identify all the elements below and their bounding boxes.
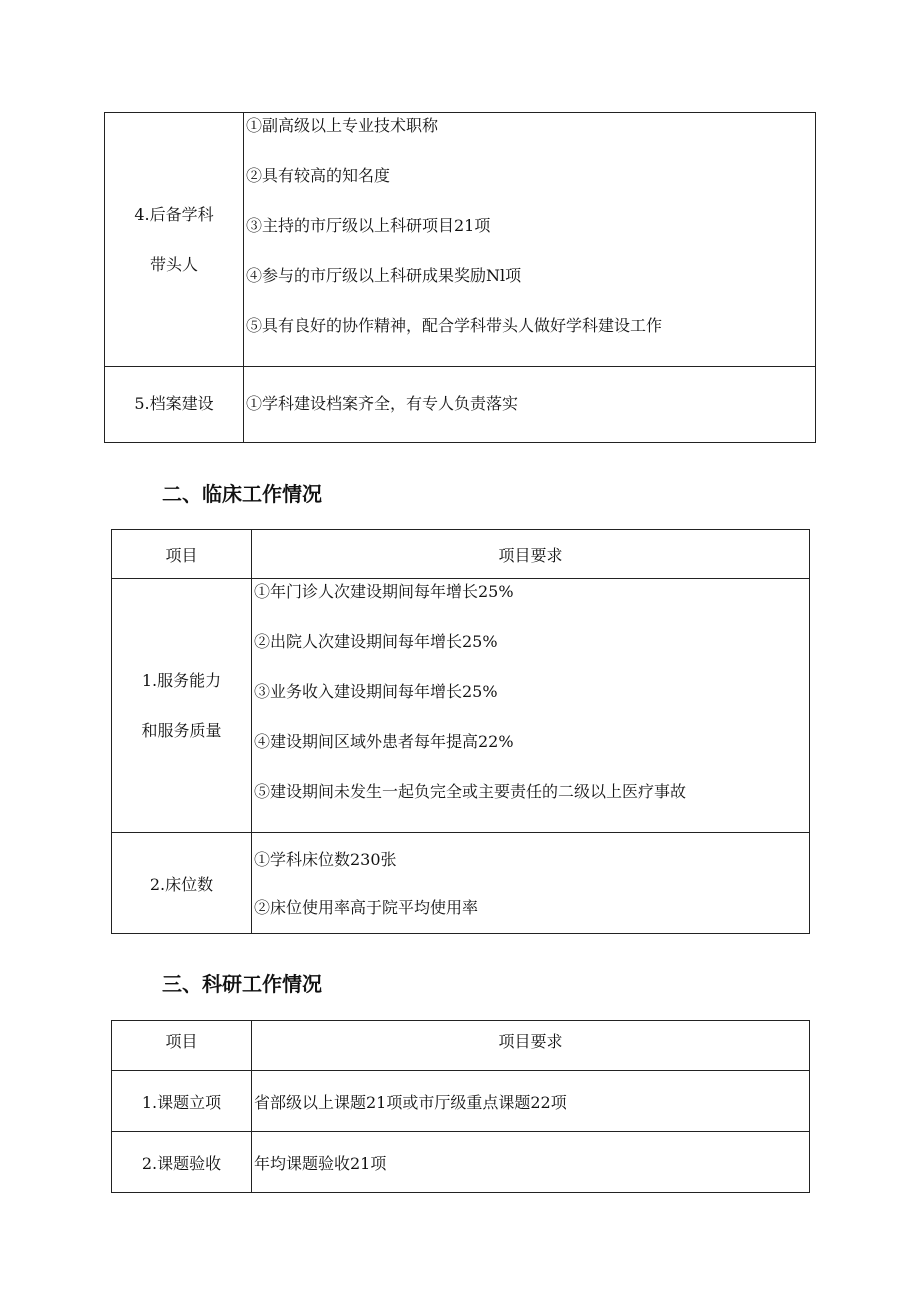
requirements-cell: [252, 833, 810, 934]
header-item: 项目: [112, 1021, 252, 1071]
requirements-cell: [252, 579, 810, 833]
requirement-item: ②出院人次建设期间每年增长25%: [254, 632, 498, 651]
row-label: 5.档案建设: [105, 367, 244, 443]
requirements-cell: [244, 113, 816, 367]
table-discipline-leader: [104, 112, 816, 443]
table-header-row: [112, 530, 810, 579]
label-line: 1.服务能力: [141, 670, 222, 690]
requirement-item: ①年门诊人次建设期间每年增长25%: [254, 582, 514, 601]
requirement-item: ⑤具有良好的协作精神，配合学科带头人做好学科建设工作: [246, 316, 663, 335]
requirement-item: ②具有较高的知名度: [246, 166, 391, 185]
table-row: [105, 367, 816, 443]
row-label: [112, 579, 252, 833]
label-line: 带头人: [149, 254, 198, 274]
requirement-item: 省部级以上课题21项或市厅级重点课题22项: [252, 1071, 810, 1132]
row-label: [105, 113, 244, 367]
table-row: [112, 833, 810, 934]
table-header-row: [112, 1021, 810, 1071]
requirement-item: ③业务收入建设期间每年增长25%: [254, 682, 498, 701]
row-label: 2.课题验收: [112, 1132, 252, 1193]
table-research: [111, 1020, 810, 1193]
row-label: 2.床位数: [112, 833, 252, 934]
table-row: [105, 113, 816, 367]
requirement-item: ①学科建设档案齐全，有专人负责落实: [244, 367, 816, 443]
table-row: [112, 1071, 810, 1132]
requirement-item: ③主持的市厅级以上科研项目21项: [246, 216, 491, 235]
requirement-item: ④建设期间区域外患者每年提高22%: [254, 732, 514, 751]
requirement-item: ⑤建设期间未发生一起负完全或主要责任的二级以上医疗事故: [254, 782, 687, 801]
section-heading-research: 三、科研工作情况: [162, 972, 322, 996]
requirement-item: ②床位使用率高于院平均使用率: [254, 898, 479, 917]
table-row: [112, 1132, 810, 1193]
label-line: 和服务质量: [141, 720, 222, 740]
requirement-item: ①副高级以上专业技术职称: [246, 116, 439, 135]
requirement-item: ①学科床位数230张: [254, 850, 397, 869]
requirement-item: 年均课题验收21项: [252, 1132, 810, 1193]
label-line: 4.后备学科: [134, 204, 214, 224]
requirement-item: ④参与的市厅级以上科研成果奖励Nl项: [246, 266, 522, 285]
table-row: [112, 579, 810, 833]
section-heading-clinical: 二、临床工作情况: [162, 482, 322, 506]
header-requirement: 项目要求: [252, 1021, 810, 1071]
header-requirement: 项目要求: [252, 530, 810, 579]
header-item: 项目: [112, 530, 252, 579]
row-label: 1.课题立项: [112, 1071, 252, 1132]
table-clinical: [111, 529, 810, 934]
